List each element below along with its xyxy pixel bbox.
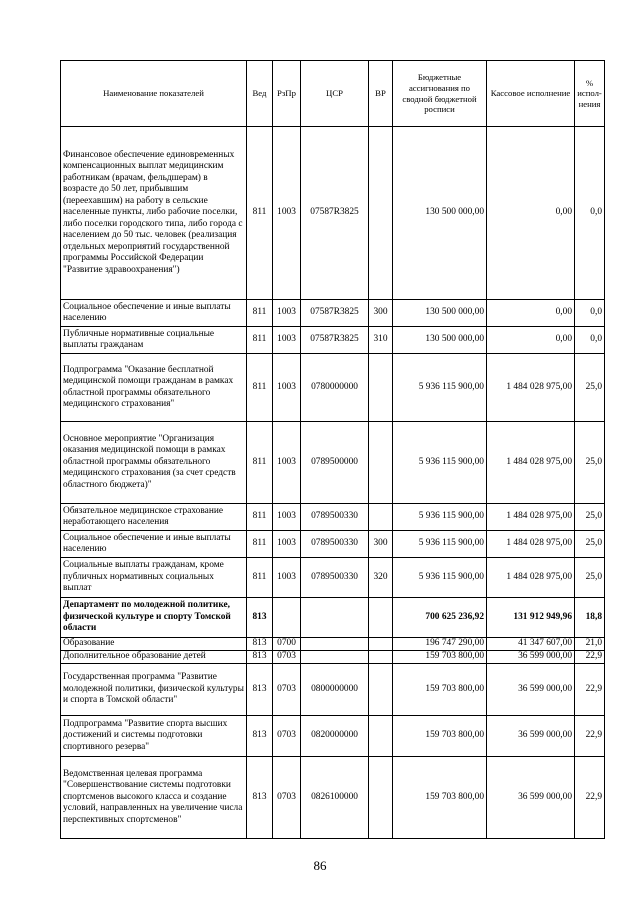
row-pct: 0,0 [575, 127, 605, 300]
row-ved: 813 [247, 598, 273, 638]
row-vr: 310 [369, 327, 393, 354]
row-rzpr: 1003 [273, 504, 301, 531]
row-pct: 0,0 [575, 300, 605, 327]
row-csr: 07587R3825 [301, 300, 369, 327]
row-rzpr: 0703 [273, 664, 301, 716]
header-csr: ЦСР [301, 61, 369, 127]
row-name: Подпрограмма "Развитие спорта высших достижений и системы подготовки спортивного резерва" [61, 716, 247, 757]
row-ved: 811 [247, 354, 273, 422]
row-name: Департамент по молодежной политике, физической культуре и спорту Томской области [61, 598, 247, 638]
row-budget: 5 936 115 900,00 [393, 558, 487, 598]
row-vr [369, 598, 393, 638]
row-budget: 700 625 236,92 [393, 598, 487, 638]
row-rzpr: 0703 [273, 757, 301, 839]
row-cash: 36 599 000,00 [487, 716, 575, 757]
table-row [61, 300, 605, 327]
row-cash: 41 347 607,00 [487, 638, 575, 651]
row-name: Дополнительное образование детей [61, 651, 247, 664]
row-pct: 21,0 [575, 638, 605, 651]
table-row [61, 716, 605, 757]
row-ved: 813 [247, 638, 273, 651]
row-budget: 5 936 115 900,00 [393, 504, 487, 531]
row-name: Подпрограмма "Оказание бесплатной медицинской помощи гражданам в рамках областной программы обязательного медицинского страхования" [61, 354, 247, 422]
row-ved: 811 [247, 504, 273, 531]
row-vr [369, 354, 393, 422]
row-pct: 22,9 [575, 716, 605, 757]
row-rzpr: 1003 [273, 422, 301, 504]
header-rzpr: РзПр [273, 61, 301, 127]
row-name: Государственная программа "Развитие молодежной политики, физической культуры и спорта в Томской области" [61, 664, 247, 716]
row-csr [301, 598, 369, 638]
row-pct: 25,0 [575, 531, 605, 558]
row-cash: 36 599 000,00 [487, 651, 575, 664]
row-rzpr: 1003 [273, 354, 301, 422]
table-row [61, 598, 605, 638]
row-cash: 131 912 949,96 [487, 598, 575, 638]
row-name: Основное мероприятие "Организация оказания медицинской помощи в рамках областной программы обязательного медицинского страхования (за счет средств областного бюджета)" [61, 422, 247, 504]
row-vr [369, 664, 393, 716]
row-pct: 25,0 [575, 354, 605, 422]
row-vr [369, 504, 393, 531]
row-vr [369, 422, 393, 504]
header-ved: Вед [247, 61, 273, 127]
row-csr: 0800000000 [301, 664, 369, 716]
row-cash: 36 599 000,00 [487, 664, 575, 716]
row-vr [369, 757, 393, 839]
row-name: Обязательное медицинское страхование неработающего населения [61, 504, 247, 531]
table-header-row [61, 61, 605, 127]
row-csr: 07587R3825 [301, 327, 369, 354]
row-pct: 25,0 [575, 422, 605, 504]
row-cash: 0,00 [487, 127, 575, 300]
row-ved: 811 [247, 531, 273, 558]
table-row [61, 664, 605, 716]
row-csr: 0826100000 [301, 757, 369, 839]
row-budget: 130 500 000,00 [393, 327, 487, 354]
row-pct: 18,8 [575, 598, 605, 638]
row-budget: 5 936 115 900,00 [393, 531, 487, 558]
row-name: Ведомственная целевая программа "Совершенствование системы подготовки спортсменов высокого класса и создание условий, направленных на увеличение числа перспективных спортсменов" [61, 757, 247, 839]
row-csr: 0780000000 [301, 354, 369, 422]
row-budget: 159 703 800,00 [393, 651, 487, 664]
row-ved: 813 [247, 664, 273, 716]
header-name: Наименование показателей [61, 61, 247, 127]
row-vr [369, 651, 393, 664]
row-vr: 320 [369, 558, 393, 598]
row-budget: 159 703 800,00 [393, 757, 487, 839]
row-csr: 0789500330 [301, 531, 369, 558]
row-budget: 5 936 115 900,00 [393, 354, 487, 422]
row-budget: 196 747 290,00 [393, 638, 487, 651]
row-rzpr: 1003 [273, 127, 301, 300]
row-pct: 25,0 [575, 504, 605, 531]
table-row [61, 558, 605, 598]
row-rzpr: 1003 [273, 327, 301, 354]
row-rzpr: 0700 [273, 638, 301, 651]
row-name: Образование [61, 638, 247, 651]
row-csr: 0789500000 [301, 422, 369, 504]
row-pct: 25,0 [575, 558, 605, 598]
row-name: Финансовое обеспечение единовременных компенсационных выплат медицинским работникам (врачам, фельдшерам) в возрасте до 50 лет, прибывшим (переехавшим) на работу в сельские населенные пункты, либо рабочие поселки, либо поселки городского типа, либо города с населением до 50 тыс. человек (реализация отдельных мероприятий государственной программы Российской Федерации "Развитие здравоохранения") [61, 127, 247, 300]
row-name: Социальные выплаты гражданам, кроме публичных нормативных социальных выплат [61, 558, 247, 598]
row-csr: 0820000000 [301, 716, 369, 757]
table-row [61, 354, 605, 422]
row-ved: 811 [247, 300, 273, 327]
row-csr: 0789500330 [301, 504, 369, 531]
row-ved: 811 [247, 558, 273, 598]
row-rzpr: 1003 [273, 531, 301, 558]
table-row [61, 638, 605, 651]
row-rzpr: 1003 [273, 558, 301, 598]
row-name: Социальное обеспечение и иные выплаты населению [61, 300, 247, 327]
header-cash: Кассовое исполнение [487, 61, 575, 127]
row-budget: 130 500 000,00 [393, 300, 487, 327]
row-pct: 22,9 [575, 664, 605, 716]
row-budget: 159 703 800,00 [393, 716, 487, 757]
row-cash: 36 599 000,00 [487, 757, 575, 839]
row-cash: 1 484 028 975,00 [487, 558, 575, 598]
table-row [61, 422, 605, 504]
header-pct: % испол-нения [575, 61, 605, 127]
row-ved: 813 [247, 716, 273, 757]
row-csr: 0789500330 [301, 558, 369, 598]
row-cash: 1 484 028 975,00 [487, 531, 575, 558]
row-csr: 07587R3825 [301, 127, 369, 300]
budget-table [60, 60, 605, 839]
row-csr [301, 638, 369, 651]
table-row [61, 531, 605, 558]
table-row [61, 757, 605, 839]
table-row [61, 651, 605, 664]
header-vr: ВР [369, 61, 393, 127]
row-pct: 22,9 [575, 757, 605, 839]
row-rzpr: 0703 [273, 651, 301, 664]
row-rzpr: 1003 [273, 300, 301, 327]
row-vr [369, 716, 393, 757]
row-name: Социальное обеспечение и иные выплаты населению [61, 531, 247, 558]
row-cash: 0,00 [487, 327, 575, 354]
row-cash: 1 484 028 975,00 [487, 422, 575, 504]
row-budget: 159 703 800,00 [393, 664, 487, 716]
table-row [61, 327, 605, 354]
row-cash: 1 484 028 975,00 [487, 354, 575, 422]
row-cash: 1 484 028 975,00 [487, 504, 575, 531]
row-cash: 0,00 [487, 300, 575, 327]
table-row [61, 504, 605, 531]
row-ved: 811 [247, 327, 273, 354]
row-vr [369, 127, 393, 300]
row-budget: 5 936 115 900,00 [393, 422, 487, 504]
table-row [61, 127, 605, 300]
row-pct: 0,0 [575, 327, 605, 354]
row-ved: 811 [247, 422, 273, 504]
row-budget: 130 500 000,00 [393, 127, 487, 300]
row-pct: 22,9 [575, 651, 605, 664]
row-ved: 813 [247, 651, 273, 664]
row-name: Публичные нормативные социальные выплаты гражданам [61, 327, 247, 354]
row-rzpr: 0703 [273, 716, 301, 757]
row-ved: 813 [247, 757, 273, 839]
row-vr: 300 [369, 300, 393, 327]
row-vr: 300 [369, 531, 393, 558]
row-ved: 811 [247, 127, 273, 300]
row-rzpr [273, 598, 301, 638]
row-csr [301, 651, 369, 664]
row-vr [369, 638, 393, 651]
header-budget: Бюджетные ассигнования по сводной бюджетной росписи [393, 61, 487, 127]
page-number: 86 [313, 858, 327, 873]
